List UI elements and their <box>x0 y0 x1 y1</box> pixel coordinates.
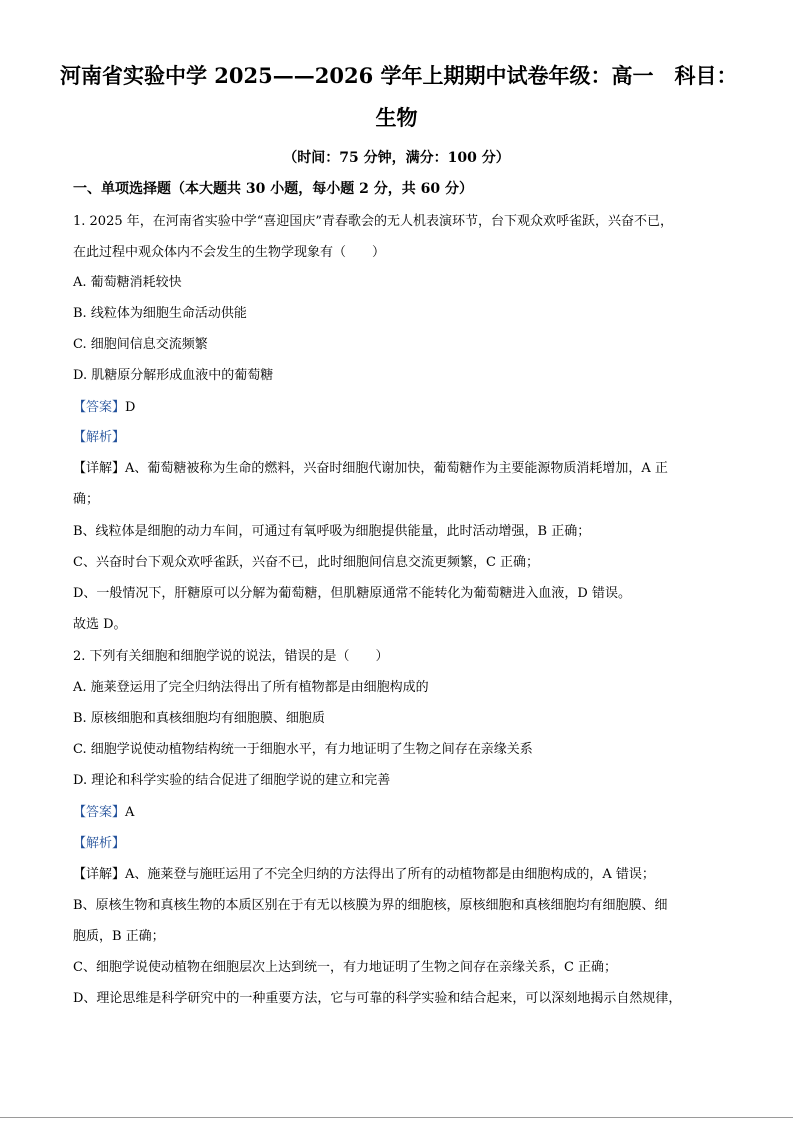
section-heading: 一、单项选择题（本大题共 30 小题，每小题 2 分，共 60 分） <box>73 181 473 197</box>
q2-option-b: B. 原核细胞和真核细胞均有细胞膜、细胞质 <box>73 711 325 726</box>
q1-stem-line2: 在此过程中观众体内不会发生的生物学现象有（ ） <box>73 245 386 260</box>
exam-title-line1: 河南省实验中学 2025——2026 学年上期期中试卷年级：高一 科目： <box>60 63 738 88</box>
q2-stem: 2. 下列有关细胞和细胞学说的说法，错误的是（ ） <box>73 649 389 664</box>
answer-value: D <box>125 400 136 415</box>
q1-detail-line4: C、兴奋时台下观众欢呼雀跃，兴奋不已，此时细胞间信息交流更频繁，C 正确； <box>73 555 540 570</box>
q1-conclusion: 故选 D。 <box>73 617 127 632</box>
analysis-tag: 【解析】 <box>73 836 126 851</box>
q1-option-b: B. 线粒体为细胞生命活动供能 <box>73 306 247 321</box>
q2-answer <box>73 803 723 823</box>
q1-detail-line3: B、线粒体是细胞的动力车间，可通过有氧呼吸为细胞提供能量，此时活动增强，B 正确； <box>73 524 591 539</box>
answer-tag: 【答案】 <box>73 805 126 820</box>
q1-detail-line1 <box>73 459 723 479</box>
q2-option-a: A. 施莱登运用了完全归纳法得出了所有植物都是由细胞构成的 <box>73 680 429 695</box>
q1-detail-line5: D、一般情况下，肝糖原可以分解为葡萄糖，但肌糖原通常不能转化为葡萄糖进入血液，D 错误。 <box>73 586 631 601</box>
q1-answer <box>73 398 723 418</box>
answer-value: A <box>125 805 135 820</box>
q2-detail-line4: C、细胞学说使动植物在细胞层次上达到统一，有力地证明了生物之间存在亲缘关系，C 正确； <box>73 960 618 975</box>
detail-tag: 【详解】 <box>73 867 126 882</box>
exam-title-line2: 生物 <box>375 105 418 130</box>
page-bottom-rule <box>0 1117 793 1118</box>
analysis-tag: 【解析】 <box>73 430 126 445</box>
q1-analysis <box>73 428 723 448</box>
q2-detail-line2: B、原核生物和真核生物的本质区别在于有无以核膜为界的细胞核，原核细胞和真核细胞均有细胞膜、细 <box>73 898 668 913</box>
exam-meta: （时间：75 分钟，满分：100 分） <box>283 150 510 166</box>
q2-detail-line5: D、理论思维是科学研究中的一种重要方法，它与可靠的科学实验和结合起来，可以深刻地揭示自然规律， <box>73 991 682 1006</box>
q1-option-d: D. 肌糖原分解形成血液中的葡萄糖 <box>73 368 274 383</box>
detail-text: A、葡萄糖被称为生命的燃料，兴奋时细胞代谢加快，葡萄糖作为主要能源物质消耗增加，A 正 <box>125 461 668 476</box>
q1-option-c: C. 细胞间信息交流频繁 <box>73 337 208 352</box>
q2-detail-line1 <box>73 865 723 885</box>
detail-tag: 【详解】 <box>73 461 126 476</box>
q1-detail-line2: 确； <box>73 492 100 507</box>
q1-stem-line1: 1. 2025 年，在河南省实验中学“喜迎国庆”青春歌会的无人机表演环节，台下观众欢呼雀跃，兴奋不已， <box>73 214 674 229</box>
q2-detail-line3: 胞质，B 正确； <box>73 929 165 944</box>
q2-option-c: C. 细胞学说使动植物结构统一于细胞水平，有力地证明了生物之间存在亲缘关系 <box>73 742 533 757</box>
q1-option-a: A. 葡萄糖消耗较快 <box>73 275 182 290</box>
answer-tag: 【答案】 <box>73 400 126 415</box>
detail-text: A、施莱登与施旺运用了不完全归纳的方法得出了所有的动植物都是由细胞构成的，A 错误； <box>125 867 655 882</box>
q2-option-d: D. 理论和科学实验的结合促进了细胞学说的建立和完善 <box>73 773 391 788</box>
q2-analysis <box>73 834 723 854</box>
